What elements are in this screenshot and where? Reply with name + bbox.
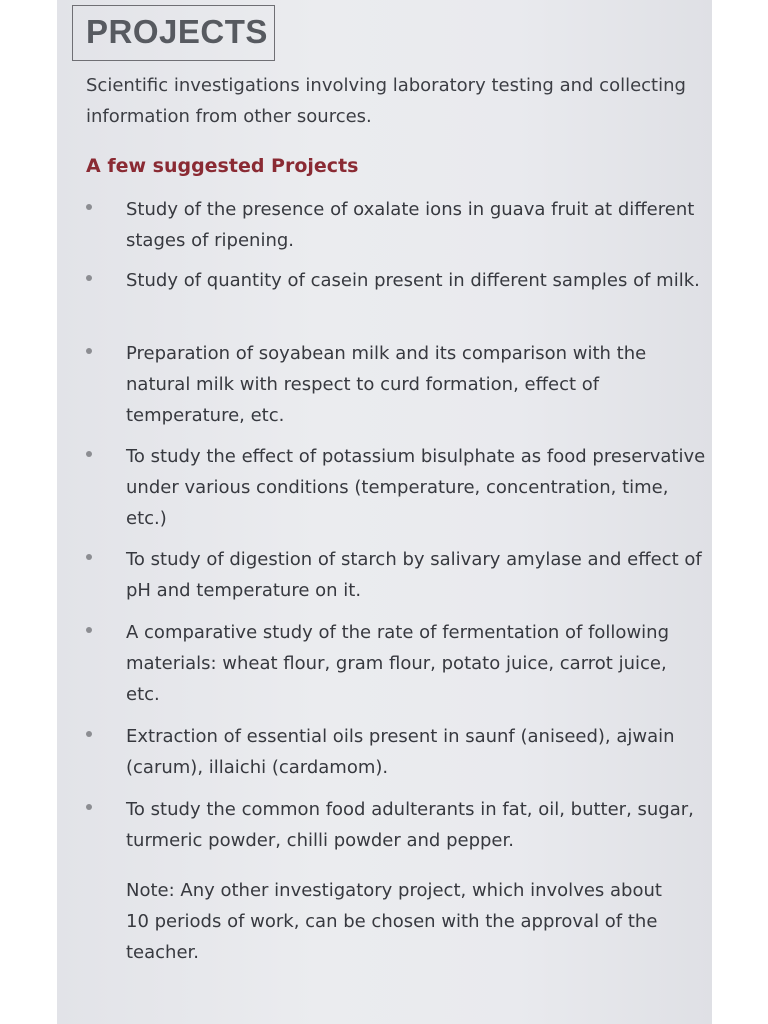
page-title: PROJECTS [86,13,268,50]
list-item-text: Preparation of soyabean milk and its comparison with the natural milk with respect to curd formation, effect of temperature, etc. [126,343,647,426]
bullet-icon [86,348,92,354]
section-heading: A few suggested Projects [86,155,359,177]
bullet-icon [86,554,92,560]
list-item-text: To study of digestion of starch by salivary amylase and effect of pH and temperature on it. [126,549,702,601]
list-item-text: To study the common food adulterants in fat, oil, butter, sugar, turmeric powder, chilli powder and pepper. [126,799,694,851]
note-paragraph: Note: Any other investigatory project, which involves about 10 periods of work, can be chosen with the approval of the teacher. [126,880,662,963]
intro-paragraph: Scientific investigations involving laboratory testing and collecting information from other sources. [86,75,686,127]
list-item-text: Study of quantity of casein present in different samples of milk. [126,270,700,291]
bullet-icon [86,204,92,210]
bullet-icon [86,731,92,737]
bullet-icon [86,275,92,281]
list-item-text: Study of the presence of oxalate ions in guava fruit at different stages of ripening. [126,199,695,251]
list-item-text: Extraction of essential oils present in saunf (aniseed), ajwain (carum), illaichi (cardamom). [126,726,675,778]
list-item-text: A comparative study of the rate of fermentation of following materials: wheat flour, gram flour, potato juice, carrot juice, etc. [126,622,669,705]
bullet-icon [86,804,92,810]
list-item-text: To study the effect of potassium bisulphate as food preservative under various conditions (temperature, concentration, time, etc.) [126,446,706,529]
bullet-icon [86,627,92,633]
bullet-icon [86,451,92,457]
